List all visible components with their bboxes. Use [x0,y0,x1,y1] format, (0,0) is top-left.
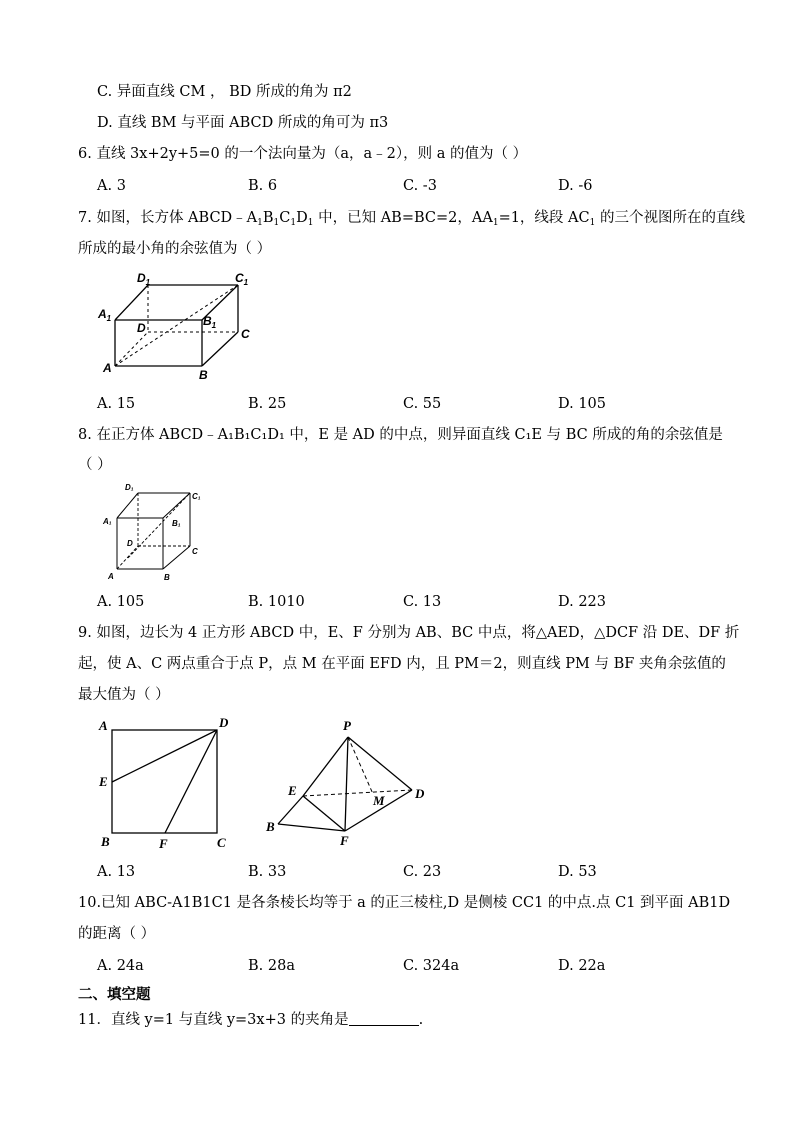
q9-option-c: C. 23 [403,864,442,880]
q9-py-label-f: F [340,833,349,848]
q9-sq-label-a: A [99,718,108,733]
q8-option-b: B. 1010 [248,594,305,610]
q8-stem-line1: 8. 在正方体 ABCD﹣A₁B₁C₁D₁ 中，E 是 AD 的中点，则异面直线 C₁E 与 BC 所成的角的余弦值是 [78,427,723,443]
q8-label-b1: B₁ [172,519,181,528]
q9-stem-line3: 最大值为（ ） [78,687,170,703]
q5-option-c: C. 异面直线 CM ， BD 所成的角为 π2 [97,84,352,100]
q5-option-d: D. 直线 BM 与平面 ABCD 所成的角可为 π3 [97,115,389,131]
section-title-fill-in: 二、填空题 [78,986,151,1003]
q8-label-c1: C₁ [192,492,201,501]
q6-option-a: A. 3 [97,178,126,194]
q8-option-c: C. 13 [403,594,442,610]
q7-label-c1: $C_1$ [235,271,249,287]
q9-stem-line2: 起，使 A、C 两点重合于点 P，点 M 在平面 EFD 内，且 PM＝2，则直线 PM 与 BF 夹角余弦值的 [78,656,726,672]
q8-label-d: D [127,539,133,548]
q8-label-c: C [192,547,198,556]
q8-label-b: B [164,573,170,582]
q9-py-label-m: M [373,793,385,808]
q9-sq-label-b: B [101,834,110,849]
q7-label-b1: $B_1$ [203,314,217,330]
q9-square-figure [95,712,240,854]
q9-sq-label-d: D [219,715,229,730]
q9-option-d: D. 53 [558,864,597,880]
q6-stem: 6. 直线 3x+2y+5=0 的一个法向量为（a，a﹣2），则 a 的值为（ ） [78,146,528,162]
q9-py-label-e: E [288,783,297,798]
q7-stem-line1: 7. 如图，长方体 $ABCD﹣A_1B_1C_1D_1$ 中，已知 AB=BC=2，$AA_1=1$，线段 $AC_1$ 的三个视图所在的直线 [78,210,745,228]
q11-stem: 11．直线 y=1 与直线 y=3x+3 的夹角是 . [78,1012,424,1028]
q10-option-c: C. 324a [403,958,460,974]
q7-option-b: B. 25 [248,396,287,412]
q9-sq-label-e: E [99,774,108,789]
q8-label-a: A [108,572,114,581]
q7-label-c: C [241,327,250,341]
q7-stem-line2: 所成的最小角的余弦值为（ ） [78,241,272,257]
q9-stem-line1: 9. 如图，边长为 4 正方形 ABCD 中，E、F 分别为 AB、BC 中点，将△AED，△DCF 沿 DE、DF 折 [78,625,740,641]
q8-option-d: D. 223 [558,594,607,610]
q10-option-d: D. 22a [558,958,606,974]
q9-sq-label-f: F [159,836,168,851]
q9-option-a: A. 13 [97,864,136,880]
q10-option-a: A. 24a [97,958,144,974]
q6-option-c: C. -3 [403,178,437,194]
q7-label-d1: $D_1$ [137,271,151,287]
q7-option-d: D. 105 [558,396,607,412]
q7-label-b: B [199,368,208,382]
q10-option-b: B. 28a [248,958,295,974]
q9-pyramid-figure [260,712,435,854]
q9-py-label-d: D [415,786,425,801]
q7-option-a: A. 15 [97,396,136,412]
q8-option-a: A. 105 [97,594,145,610]
q6-option-b: B. 6 [248,178,278,194]
q8-stem-line2: （ ） [78,457,112,473]
q7-cuboid-figure [95,268,260,383]
q6-option-d: D. -6 [558,178,593,194]
q11-answer-blank[interactable] [349,1011,419,1026]
q10-stem-line2: 的距离（ ） [78,926,156,942]
q8-label-d1: D₁ [125,483,134,492]
q9-py-label-p: P [343,718,351,733]
q8-label-a1: A₁ [103,517,112,526]
q7-label-a: A [103,361,112,375]
q7-option-c: C. 55 [403,396,442,412]
q9-py-label-b: B [266,819,275,834]
q9-option-b: B. 33 [248,864,287,880]
q9-sq-label-c: C [217,835,226,850]
q8-cube-figure [100,480,210,585]
q7-label-d: D [137,321,146,335]
q7-label-a1: $A_1$ [98,307,112,323]
q10-stem-line1: 10.已知 ABC-A1B1C1 是各条棱长均等于 a 的正三棱柱,D 是侧棱 CC1 的中点.点 C1 到平面 AB1D [78,895,731,911]
